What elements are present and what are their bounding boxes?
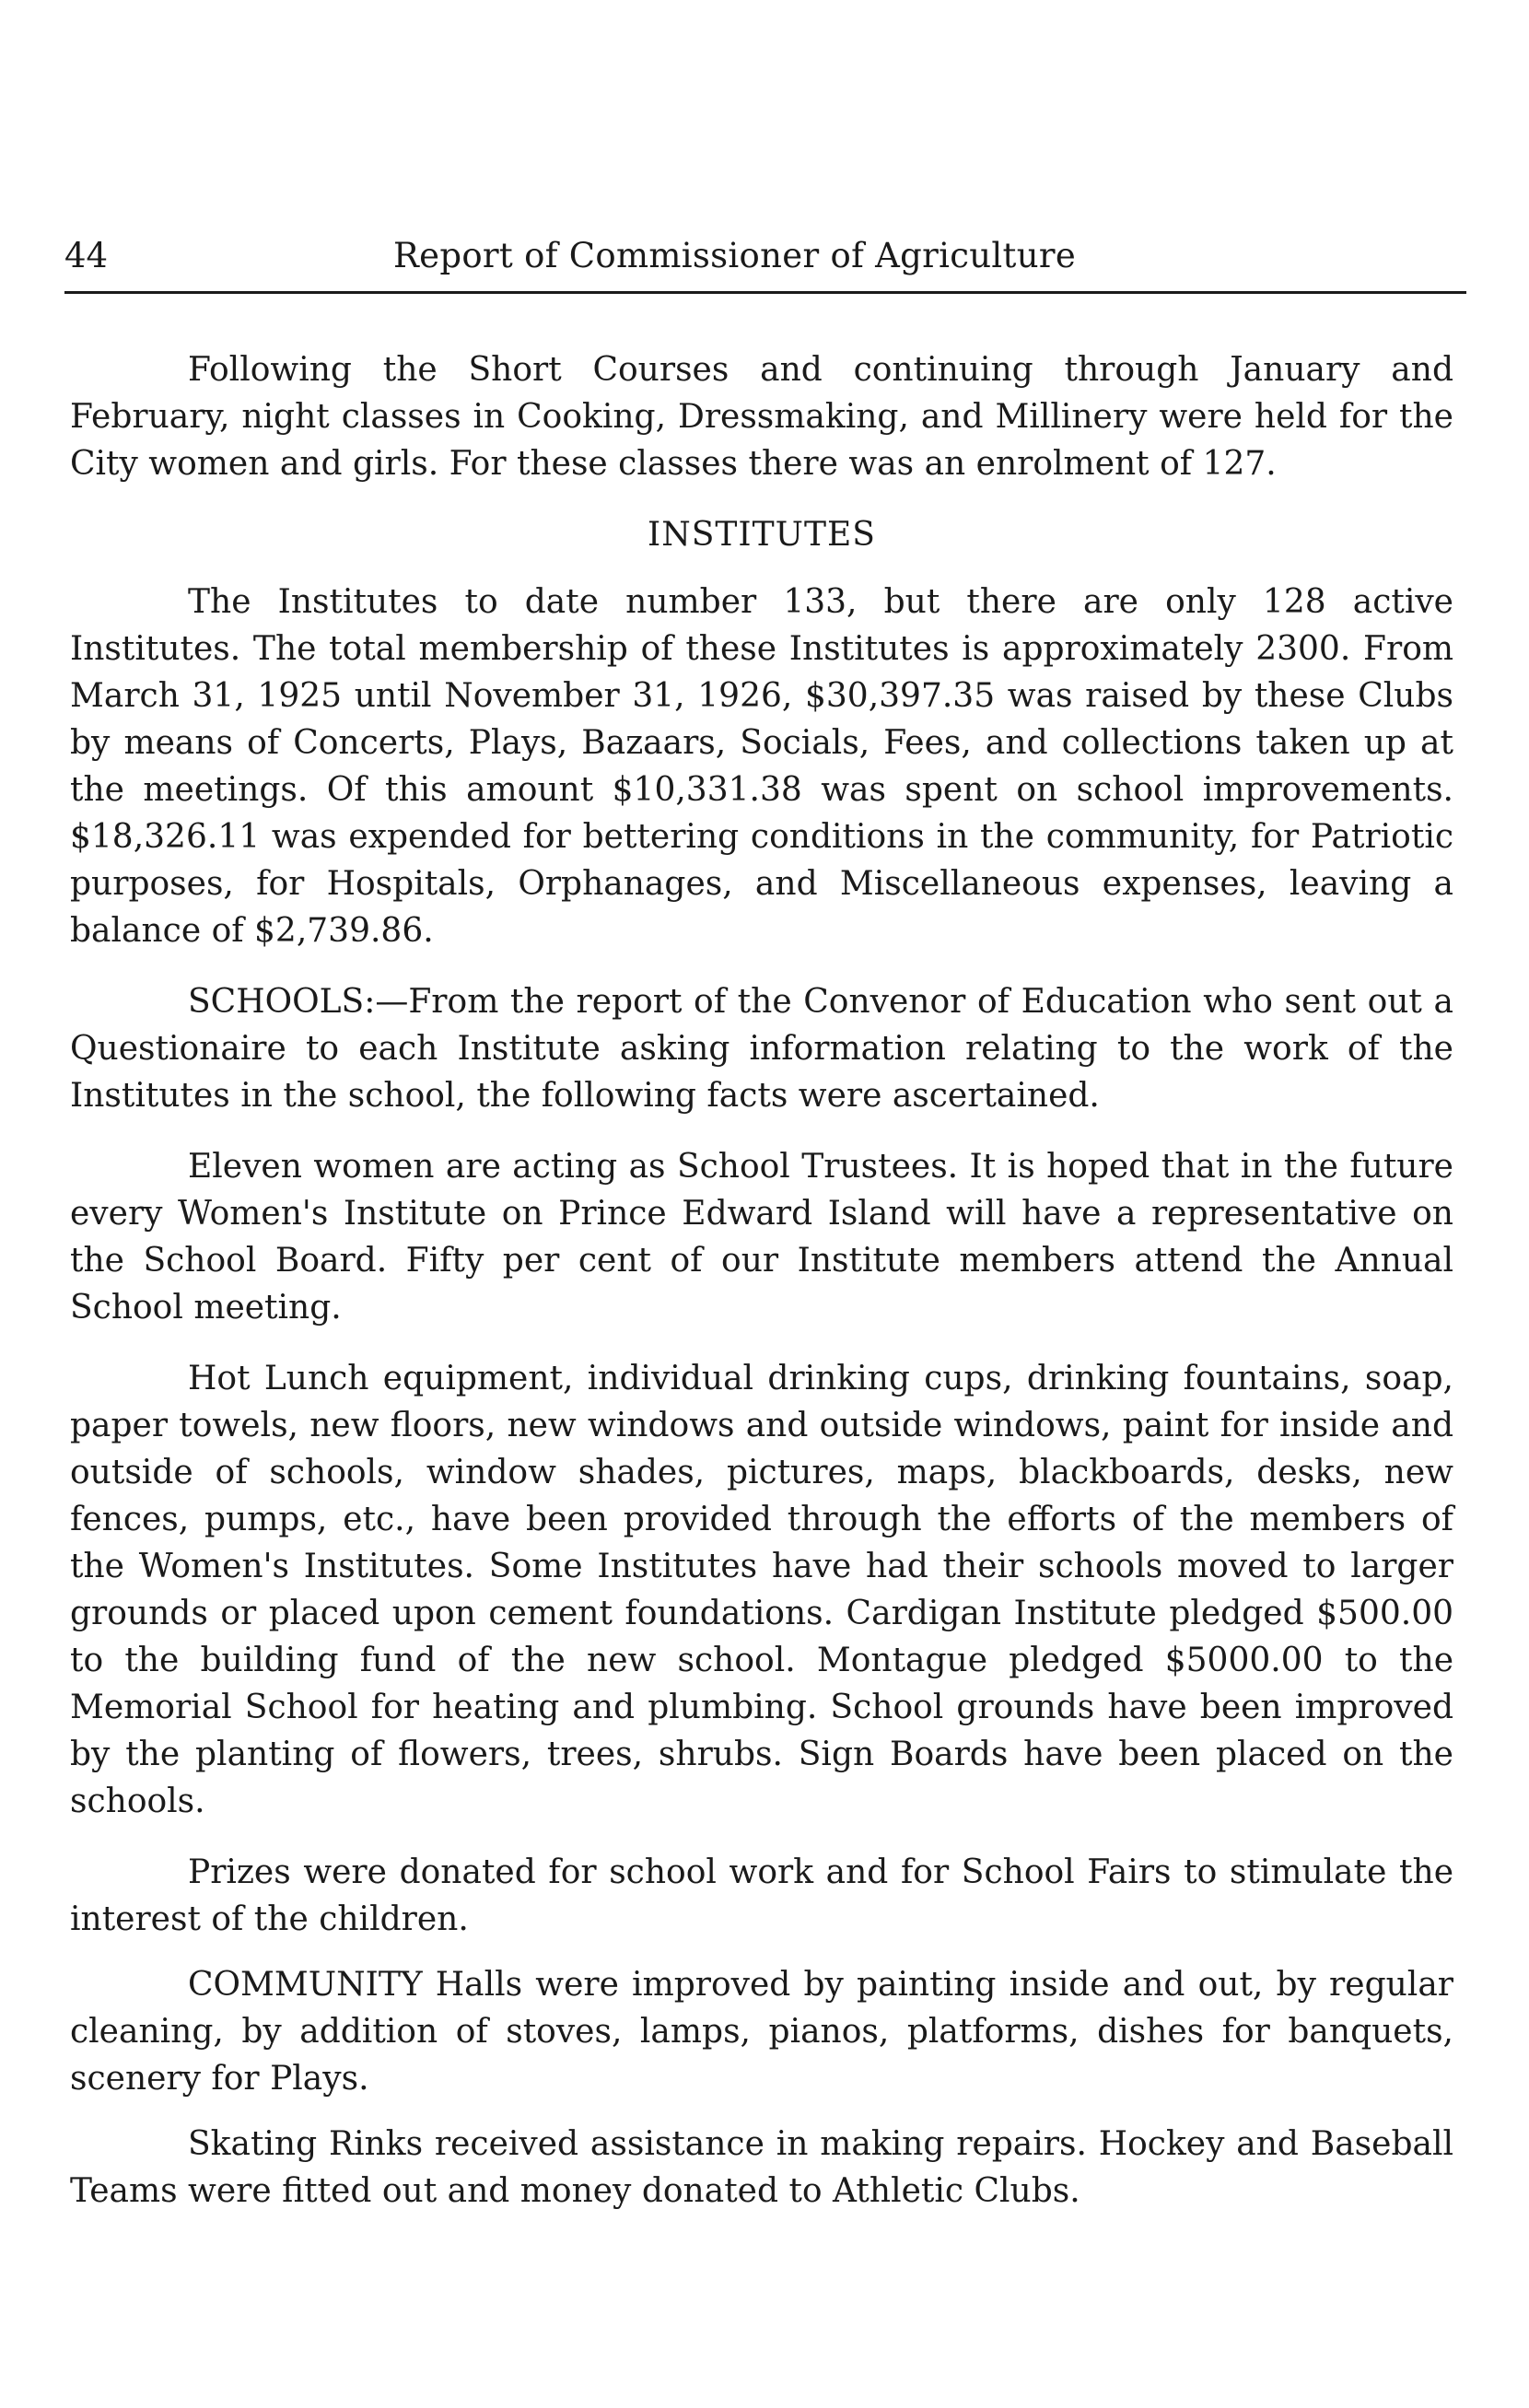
page-number: 44 — [64, 236, 109, 275]
running-head-title: Report of Commissioner of Agriculture — [393, 236, 1077, 275]
paragraph-school-trustees: Eleven women are acting as School Trustees. It is hoped that in the future every Women's Institute on Prince Edward Island will have a representative on the School Board. Fifty per cent of our Institute members attend the Annual School meeting. — [70, 1148, 1453, 1327]
paragraph-night-classes: Following the Short Courses and continuing through January and February, night classes in Cooking, Dressmaking, and Millinery were held for the City women and girls. For these classes there was an enrolment of 127. — [70, 351, 1453, 483]
paragraph-community-halls: COMMUNITY Halls were improved by painting inside and out, by regular cleaning, by addition of stoves, lamps, pianos, platforms, dishes for banquets, scenery for Plays. — [70, 1966, 1453, 2098]
section-heading-institutes: INSTITUTES — [648, 516, 876, 554]
header-rule — [64, 291, 1466, 294]
paragraph-institutes-finances: The Institutes to date number 133, but there are only 128 active Institutes. The total membership of these Institutes is approximately 2300. From March 31, 1925 until November 31, 1926, $30,397.35 was raised by these Clubs by means of Concerts, Plays, Bazaars, Socials, Fees, and collections taken up at the meetings. Of this amount $10,331.38 was spent on school improvements. $18,326.11 was expended for bettering conditions in the community, for Patriotic purposes, for Hospitals, Orphanages, and Miscellaneous expenses, leaving a balance of $2,739.86. — [70, 583, 1453, 950]
body-text — [70, 346, 1453, 2233]
paragraph-school-equipment: Hot Lunch equipment, individual drinking cups, drinking fountains, soap, paper towels, new floors, new windows and outside windows, paint for inside and outside of schools, window shades, pictures, maps, blackboards, desks, new fences, pumps, etc., have been provided through the efforts of the members of the Women's Institutes. Some Institutes have had their schools moved to larger grounds or placed upon cement foundations. Cardigan Institute pledged $500.00 to the building fund of the new school. Montague pledged $5000.00 to the Memorial School for heating and plumbing. School grounds have been improved by the planting of flowers, trees, shrubs. Sign Boards have been placed on the schools. — [70, 1360, 1453, 1820]
paragraph-skating-rinks: Skating Rinks received assistance in making repairs. Hockey and Baseball Teams were fitted out and money donated to Athletic Clubs. — [70, 2125, 1453, 2210]
paragraph-prizes: Prizes were donated for school work and for School Fairs to stimulate the interest of the children. — [70, 1853, 1453, 1938]
paragraph-schools-intro: SCHOOLS:—From the report of the Convenor of Education who sent out a Questionaire to each Institute asking information relating to the work of the Institutes in the school, the following facts were ascertained. — [70, 983, 1453, 1115]
running-head — [64, 228, 1466, 284]
